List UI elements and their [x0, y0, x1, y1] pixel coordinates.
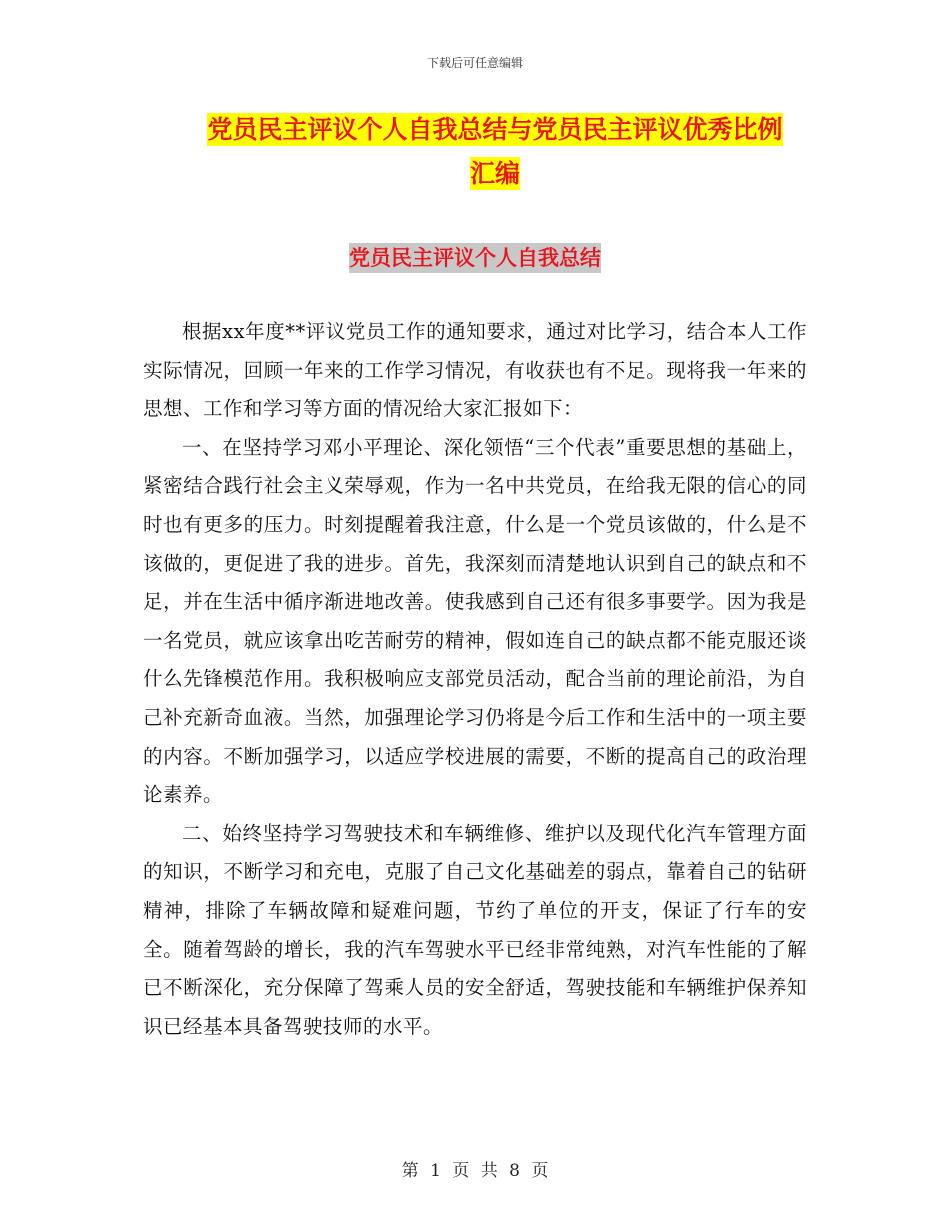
- document-title-line2: 汇编: [469, 159, 520, 188]
- header-note: 下载后可任意编辑: [426, 56, 523, 70]
- body-text: [143, 313, 807, 1046]
- document-title: [150, 108, 840, 196]
- section-title-text: 党员民主评议个人自我总结: [349, 243, 601, 273]
- paragraph: 二、始终坚持学习驾驶技术和车辆维修、维护以及现代化汽车管理方面的知识，不断学习和充电，克服了自己文化基础差的弱点，靠着自己的钻研精神，排除了车辆故障和疑难问题，节约了单位的开支，保证了行车的安全。随着驾龄的增长，我的汽车驾驶水平已经非常纯熟，对汽车性能的了解已不断深化，充分保障了驾乘人员的安全舒适，驾驶技能和车辆维护保养知识已经基本具备驾驶技师的水平。: [143, 821, 807, 1038]
- section-title: [0, 242, 950, 272]
- paragraph: 一、在坚持学习邓小平理论、深化领悟“三个代表”重要思想的基础上，紧密结合践行社会主义荣辱观，作为一名中共党员，在给我无限的信心的同时也有更多的压力。时刻提醒着我注意，什么是一个党员该做的，什么是不该做的，更促进了我的进步。首先，我深刻而清楚地认识到自己的缺点和不足，并在生活中循序渐进地改善。使我感到自己还有很多事要学。因为我是一名党员，就应该拿出吃苦耐劳的精神，假如连自己的缺点都不能克服还谈什么先锋模范作用。我积极响应支部党员活动，配合当前的理论前沿，为自己补充新奇血液。当然，加强理论学习仍将是今后工作和生活中的一项主要的内容。不断加强学习，以适应学校进展的需要，不断的提高自己的政治理论素养。: [143, 435, 807, 807]
- paragraph: 根据xx年度**评议党员工作的通知要求，通过对比学习，结合本人工作实际情况，回顾一年来的工作学习情况，有收获也有不足。现将我一年来的思想、工作和学习等方面的情况给大家汇报如下：: [143, 320, 807, 421]
- page-number: 第 1 页 共 8 页: [401, 1161, 549, 1181]
- document-title-line1: 党员民主评议个人自我总结与党员民主评议优秀比例: [207, 115, 783, 144]
